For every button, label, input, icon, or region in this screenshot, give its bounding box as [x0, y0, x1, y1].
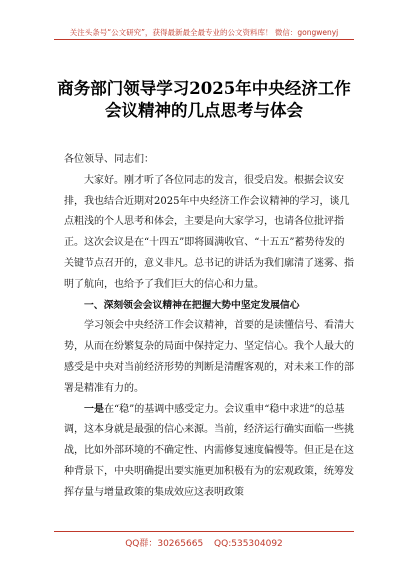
title-line-2: 会议精神的几点思考与体会 [105, 101, 303, 120]
salutation: 各位领导、同志们： [64, 154, 154, 165]
title-line-1: 商务部门领导学习2025年中央经济工作 [57, 79, 351, 98]
paragraph-2: 学习领会中央经济工作会议精神，首要的是读懂信号、看清大势，从而在纷繁复杂的局面中保持定力、坚定信心。我个人最大的感受是中央对当前经济形势的判断是清醒客观的，对未来工作的部署是精准有力的。 [64, 320, 354, 394]
section-heading-1: 一、深刻领会会议精神在把握大势中坚定发展信心 [84, 299, 300, 311]
paragraph-3-lead: 一是 [84, 403, 104, 415]
paragraph-intro: 大家好。刚才听了各位同志的发言，很受启发。根据会议安排，我也结合近期对2025年中央经济工作会议精神的学习，谈几点粗浅的个人思考和体会，主要是向大家学习，也请各位批评指正。这次会议是在“十四五”即将圆满收官、“十五五”蓄势待发的关键节点召开的，意义非凡。总书记的讲话为我们廓清了迷雾、指明了航向，也给予了我们巨大的信心和力量。 [64, 174, 354, 290]
paragraph-3-text: 在“稳”的基调中感受定力。会议重申“稳中求进”的总基调，这本身就是最强的信心来源。当前，经济运行确实面临一些挑战，比如外部环境的不确定性、内需修复速度偏慢等。但正是在这种背景下，中央明确提出要实施更加积极有为的宏观政策，统筹发挥存量与增量政策的集成效应这表明政策 [64, 403, 354, 498]
header-divider [54, 39, 354, 40]
document-body [64, 150, 354, 504]
footer-qq-group: QQ群：30265665 [125, 539, 204, 549]
footer-qq: QQ:535304092 [214, 539, 283, 549]
paragraph-3 [64, 400, 354, 504]
page-header [0, 0, 408, 42]
footer-contact [54, 536, 354, 549]
document-title [40, 78, 368, 122]
page-footer [54, 531, 354, 551]
header-promo-text: 关注头条号“公文研究”，获得最新最全最专业的公文资料库！ 微信：gongwenyj [69, 28, 339, 37]
footer-divider [54, 531, 354, 532]
